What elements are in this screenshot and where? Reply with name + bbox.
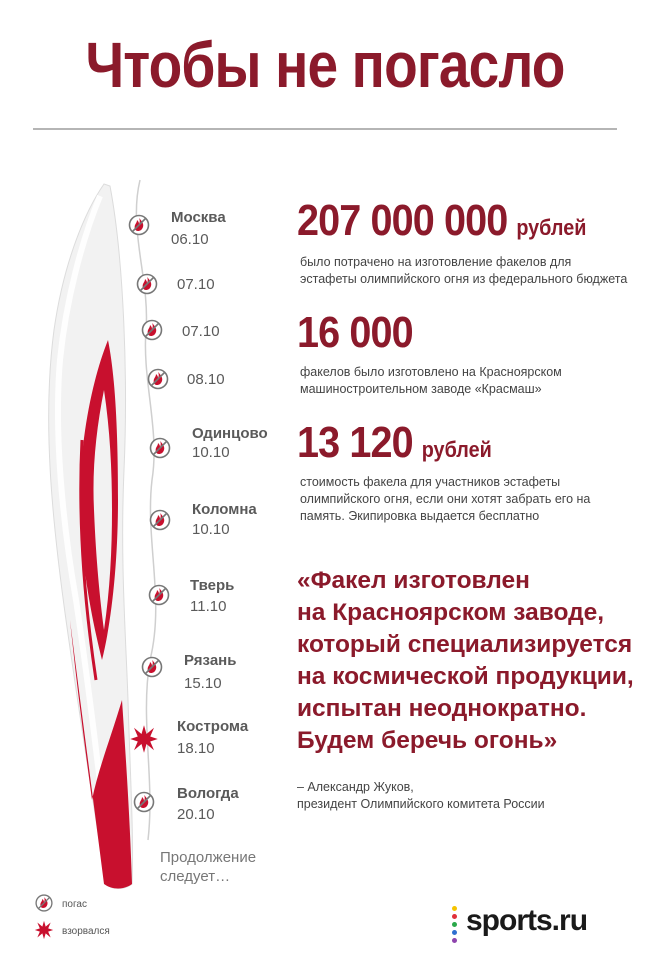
extinguished-icon <box>127 213 151 237</box>
continuation-note: Продолжение следует… <box>160 849 257 885</box>
stop-city: Рязань <box>184 652 237 669</box>
extinguished-icon <box>135 272 159 296</box>
stop-date: 10.10 <box>192 521 230 538</box>
stop-city: Коломна <box>192 501 257 518</box>
sports-logo: sports.ru <box>466 904 588 937</box>
quote-attribution: – Александр Жуков, президент Олимпийского комитета России <box>297 780 545 811</box>
stat-torches-desc: факелов было изготовлено на Красноярском машиностроительном заводе «Красмаш» <box>300 365 562 396</box>
stat-price-number: 13 120 <box>297 418 413 467</box>
stat-price-value <box>297 418 492 468</box>
logo-dot <box>452 938 457 943</box>
stop-city: Москва <box>171 209 226 226</box>
stat-budget-number: 207 000 000 <box>297 196 508 245</box>
logo-dot <box>452 930 457 935</box>
stop-city: Тверь <box>190 577 235 594</box>
extinguished-icon <box>147 583 171 607</box>
stop-date: 06.10 <box>171 231 209 248</box>
stop-date: 10.10 <box>192 444 230 461</box>
stop-date: 07.10 <box>177 276 215 293</box>
extinguished-icon <box>140 318 164 342</box>
stop-city: Кострома <box>177 718 249 735</box>
stop-city: Одинцово <box>192 425 268 442</box>
extinguished-icon <box>140 655 164 679</box>
stop-date: 08.10 <box>187 371 225 388</box>
stat-budget-unit: рублей <box>516 215 587 240</box>
exploded-icon <box>129 724 153 748</box>
stop-date: 15.10 <box>184 675 222 692</box>
stat-budget-value <box>297 196 586 246</box>
logo-dot <box>452 922 457 927</box>
page-title: Чтобы не погасло <box>85 29 565 101</box>
quote-text: «Факел изготовлен на Красноярском заводе, который специализируется на космической продукции, испытан неоднократно. Будем беречь огонь» <box>297 567 634 754</box>
extinguished-icon <box>132 790 156 814</box>
stop-date: 18.10 <box>177 740 215 757</box>
stat-budget-desc: было потрачено на изготовление факелов для эстафеты олимпийского огня из федерального бюджета <box>300 255 628 286</box>
extinguished-icon <box>148 508 172 532</box>
extinguished-icon <box>146 367 170 391</box>
logo-dot <box>452 906 457 911</box>
exploded-icon <box>34 920 54 940</box>
legend-extinguished-label: погас <box>62 899 87 910</box>
extinguished-icon <box>34 893 54 913</box>
stat-torches-value <box>297 308 422 358</box>
stat-price-unit: рублей <box>421 437 492 462</box>
stop-city: Вологда <box>177 785 239 802</box>
logo-dot <box>452 914 457 919</box>
legend-exploded-label: взорвался <box>62 926 110 937</box>
stat-price-desc: стоимость факела для участников эстафеты олимпийского огня, если они хотят забрать его на память. Экипировка выдается бесплатно <box>300 475 591 523</box>
extinguished-icon <box>148 436 172 460</box>
stop-date: 20.10 <box>177 806 215 823</box>
stat-torches-number: 16 000 <box>297 308 413 357</box>
logo-dots <box>452 906 458 946</box>
stop-date: 07.10 <box>182 323 220 340</box>
stop-date: 11.10 <box>190 598 227 615</box>
